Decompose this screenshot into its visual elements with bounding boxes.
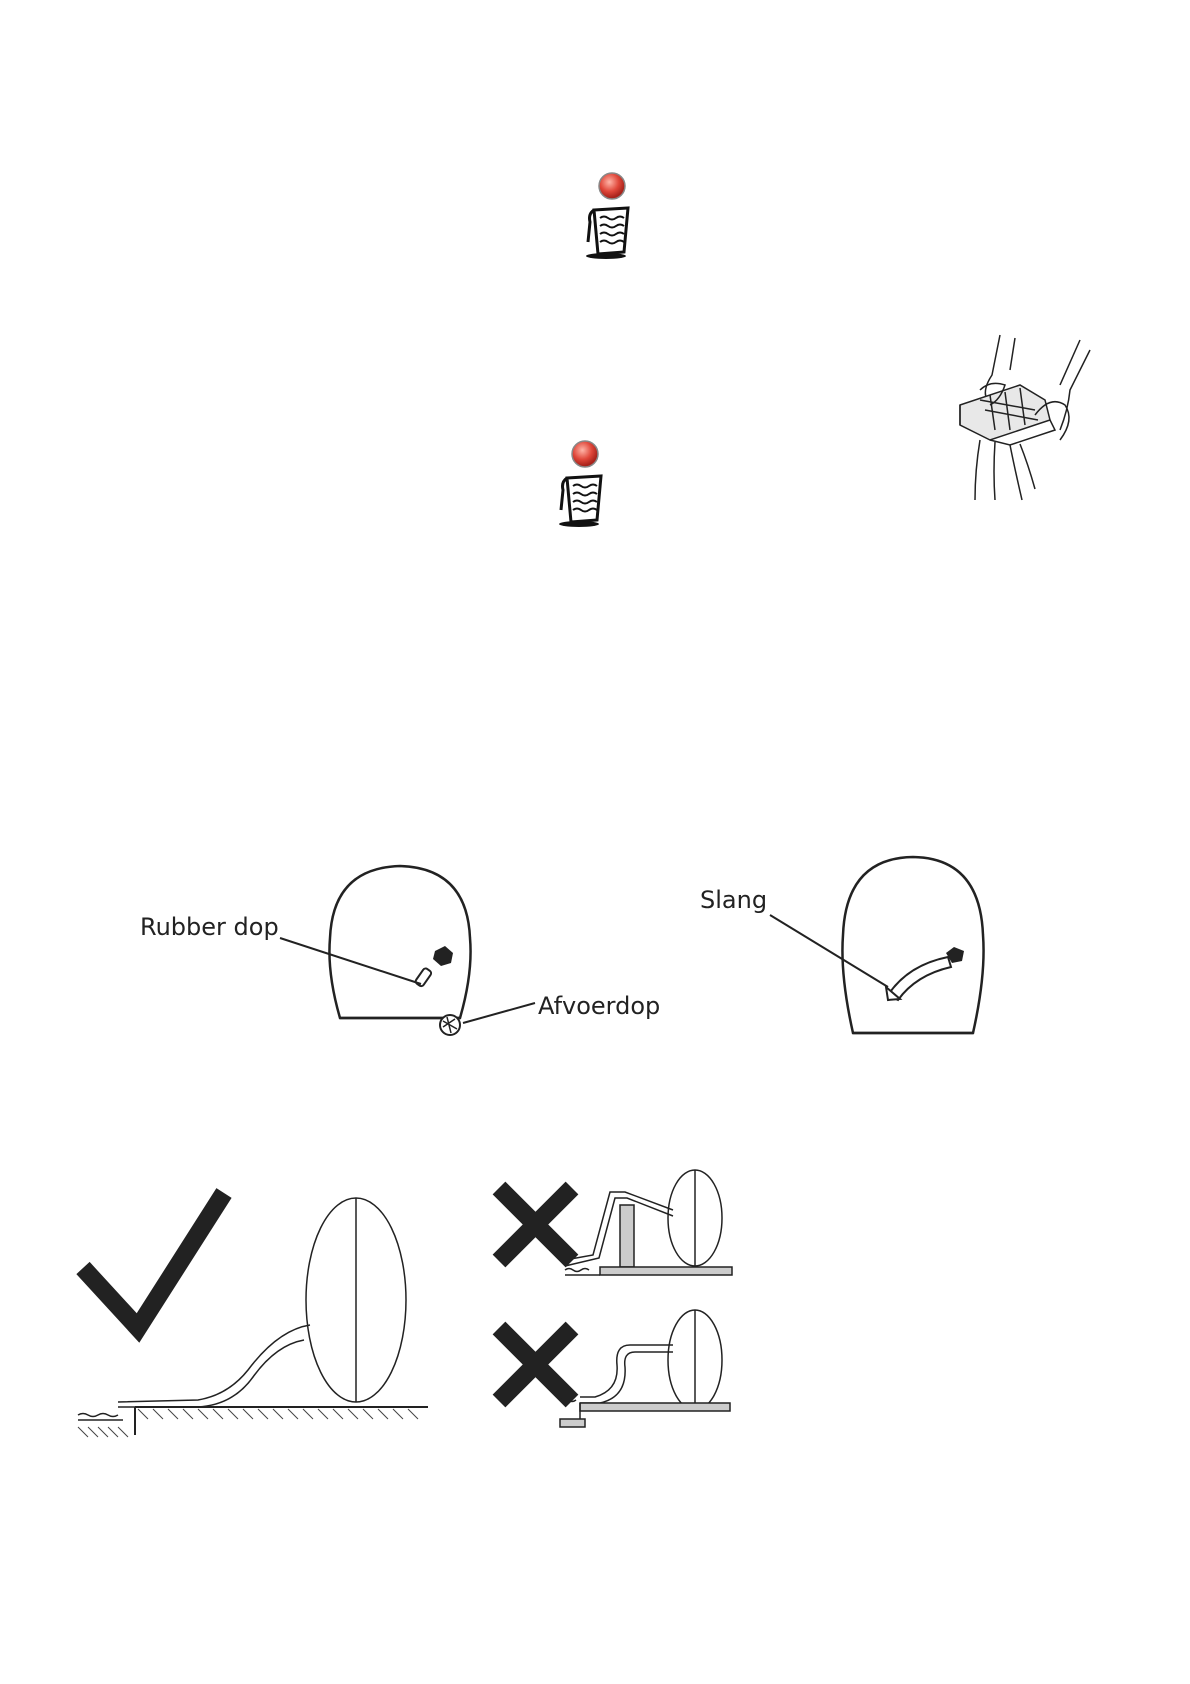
incorrect-hose-looped-diagram [555, 1305, 735, 1435]
correct-hose-placement-diagram [78, 1195, 428, 1430]
incorrect-hose-raised-diagram [555, 1170, 735, 1285]
drain-cap-label: Afvoerdop [538, 992, 661, 1020]
hose-label: Slang [700, 886, 768, 914]
rubber-cap-label: Rubber dop [140, 913, 279, 941]
